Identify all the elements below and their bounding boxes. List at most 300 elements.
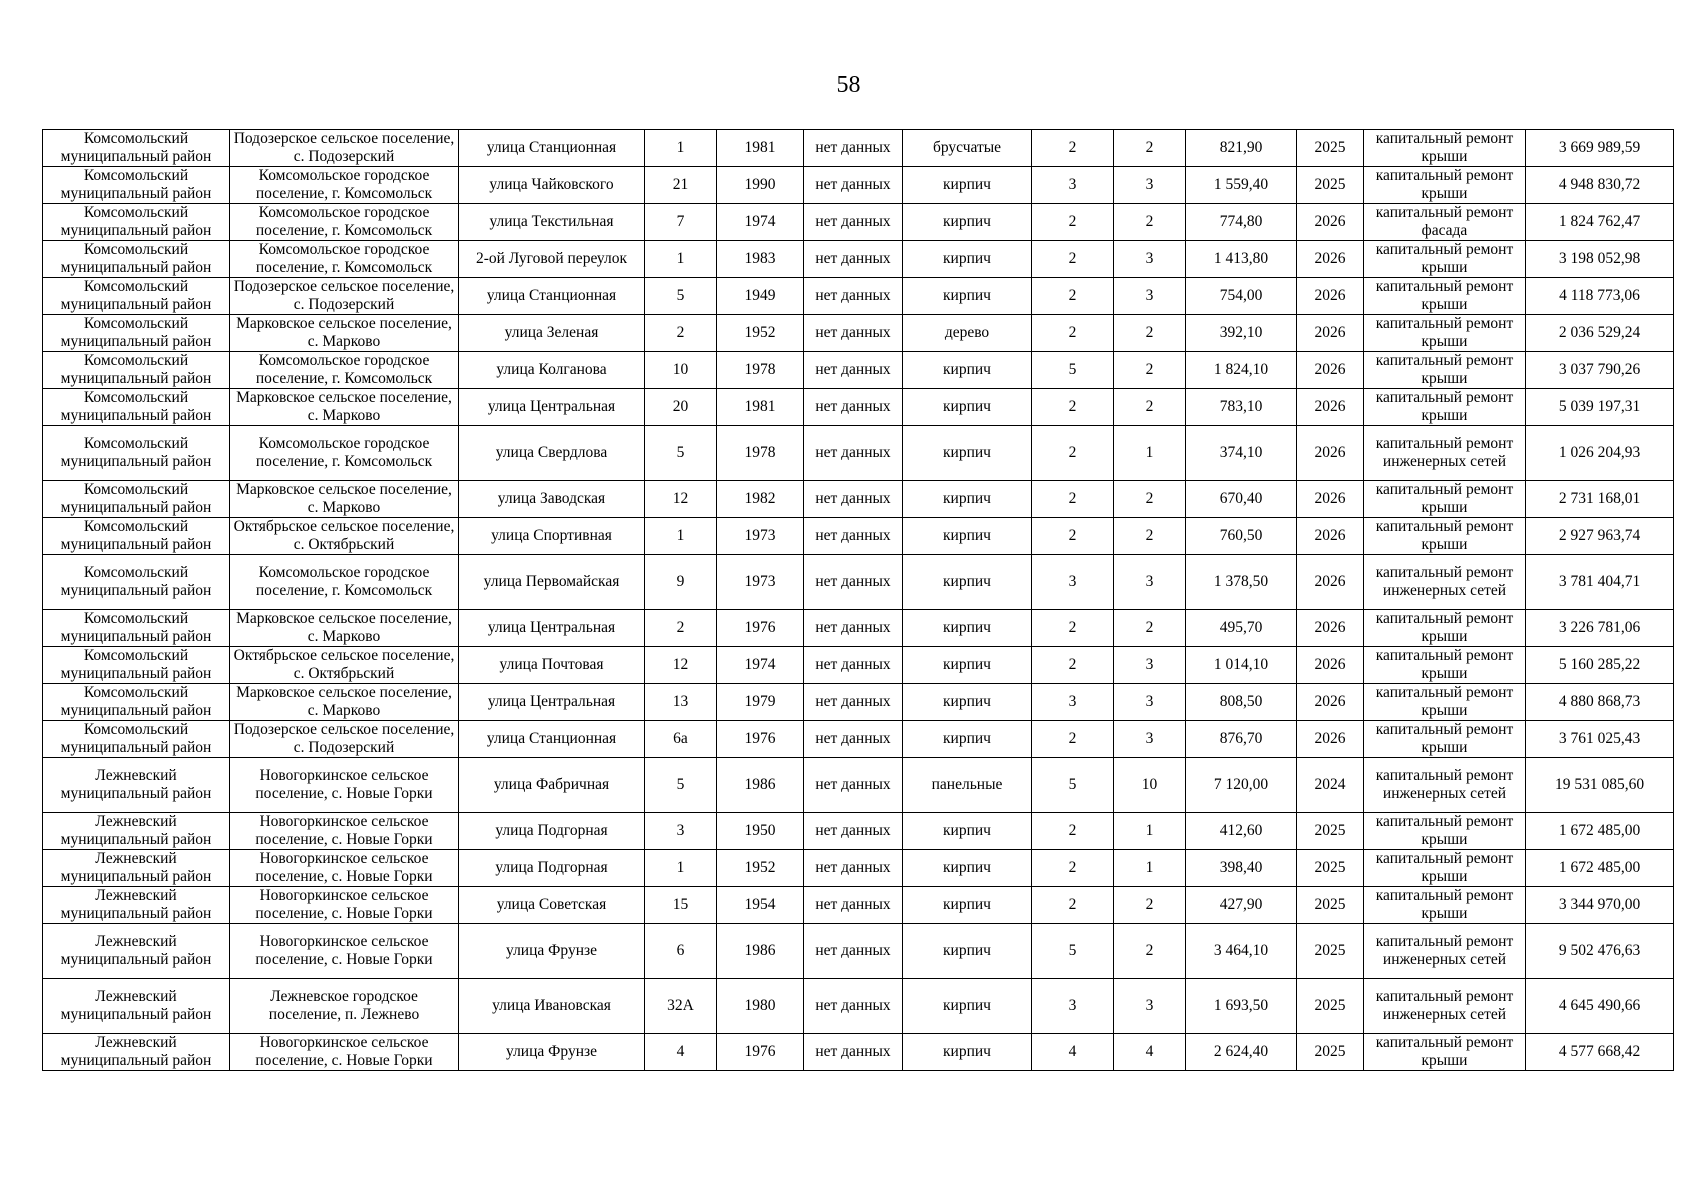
plan-year-cell: 2026 (1297, 352, 1364, 389)
entrances-cell: 1 (1114, 850, 1186, 887)
area-cell: 495,70 (1186, 610, 1297, 647)
street-cell: улица Ивановская (459, 979, 645, 1034)
cost-cell: 3 669 989,59 (1526, 130, 1674, 167)
build-year-cell: 1981 (717, 130, 804, 167)
work-type-cell: капитальный ремонт крыши (1364, 167, 1526, 204)
work-type-cell: капитальный ремонт крыши (1364, 647, 1526, 684)
wall-material-cell: кирпич (903, 813, 1032, 850)
wall-material-cell: кирпич (903, 241, 1032, 278)
work-type-cell: капитальный ремонт крыши (1364, 241, 1526, 278)
house-number-cell: 5 (645, 758, 717, 813)
entrances-cell: 2 (1114, 315, 1186, 352)
table-row (43, 389, 1674, 426)
house-number-cell: 12 (645, 647, 717, 684)
table-row (43, 758, 1674, 813)
settlement-cell: Подозерское сельское поселение, с. Подозерский (230, 278, 459, 315)
house-number-cell: 1 (645, 130, 717, 167)
house-number-cell: 1 (645, 850, 717, 887)
street-cell: улица Первомайская (459, 555, 645, 610)
settlement-cell: Марковское сельское поселение, с. Марково (230, 610, 459, 647)
entrances-cell: 2 (1114, 130, 1186, 167)
wall-material-cell: брусчатые (903, 130, 1032, 167)
house-number-cell: 6а (645, 721, 717, 758)
district-cell: Комсомольский муниципальный район (43, 352, 230, 389)
no-data-cell: нет данных (804, 647, 903, 684)
cost-cell: 9 502 476,63 (1526, 924, 1674, 979)
wall-material-cell: кирпич (903, 610, 1032, 647)
floors-cell: 2 (1032, 204, 1114, 241)
wall-material-cell: панельные (903, 758, 1032, 813)
cost-cell: 2 731 168,01 (1526, 481, 1674, 518)
district-cell: Комсомольский муниципальный район (43, 389, 230, 426)
table-row (43, 1034, 1674, 1071)
plan-year-cell: 2026 (1297, 278, 1364, 315)
street-cell: 2-ой Луговой переулок (459, 241, 645, 278)
district-cell: Комсомольский муниципальный район (43, 518, 230, 555)
no-data-cell: нет данных (804, 204, 903, 241)
entrances-cell: 2 (1114, 352, 1186, 389)
plan-year-cell: 2025 (1297, 1034, 1364, 1071)
settlement-cell: Комсомольское городское поселение, г. Комсомольск (230, 352, 459, 389)
table-row (43, 887, 1674, 924)
floors-cell: 5 (1032, 352, 1114, 389)
floors-cell: 2 (1032, 426, 1114, 481)
house-number-cell: 5 (645, 426, 717, 481)
build-year-cell: 1978 (717, 426, 804, 481)
work-type-cell: капитальный ремонт инженерных сетей (1364, 924, 1526, 979)
entrances-cell: 1 (1114, 813, 1186, 850)
no-data-cell: нет данных (804, 887, 903, 924)
entrances-cell: 2 (1114, 610, 1186, 647)
settlement-cell: Лежневское городское поселение, п. Лежнево (230, 979, 459, 1034)
settlement-cell: Новогоркинское сельское поселение, с. Новые Горки (230, 758, 459, 813)
cost-cell: 3 761 025,43 (1526, 721, 1674, 758)
wall-material-cell: кирпич (903, 887, 1032, 924)
table-row (43, 130, 1674, 167)
entrances-cell: 4 (1114, 1034, 1186, 1071)
wall-material-cell: кирпич (903, 647, 1032, 684)
settlement-cell: Подозерское сельское поселение, с. Подозерский (230, 130, 459, 167)
build-year-cell: 1976 (717, 721, 804, 758)
build-year-cell: 1990 (717, 167, 804, 204)
no-data-cell: нет данных (804, 610, 903, 647)
street-cell: улица Центральная (459, 389, 645, 426)
area-cell: 1 413,80 (1186, 241, 1297, 278)
area-cell: 808,50 (1186, 684, 1297, 721)
district-cell: Комсомольский муниципальный район (43, 481, 230, 518)
work-type-cell: капитальный ремонт инженерных сетей (1364, 979, 1526, 1034)
district-cell: Комсомольский муниципальный район (43, 315, 230, 352)
build-year-cell: 1981 (717, 389, 804, 426)
cost-cell: 4 645 490,66 (1526, 979, 1674, 1034)
wall-material-cell: кирпич (903, 204, 1032, 241)
entrances-cell: 3 (1114, 278, 1186, 315)
floors-cell: 2 (1032, 278, 1114, 315)
plan-year-cell: 2026 (1297, 647, 1364, 684)
settlement-cell: Комсомольское городское поселение, г. Комсомольск (230, 241, 459, 278)
floors-cell: 2 (1032, 130, 1114, 167)
entrances-cell: 3 (1114, 647, 1186, 684)
floors-cell: 2 (1032, 850, 1114, 887)
street-cell: улица Заводская (459, 481, 645, 518)
house-number-cell: 20 (645, 389, 717, 426)
build-year-cell: 1974 (717, 204, 804, 241)
page-number: 58 (836, 72, 861, 98)
district-cell: Комсомольский муниципальный район (43, 555, 230, 610)
house-number-cell: 4 (645, 1034, 717, 1071)
settlement-cell: Подозерское сельское поселение, с. Подозерский (230, 721, 459, 758)
district-cell: Лежневский муниципальный район (43, 758, 230, 813)
area-cell: 412,60 (1186, 813, 1297, 850)
district-cell: Комсомольский муниципальный район (43, 241, 230, 278)
entrances-cell: 2 (1114, 887, 1186, 924)
no-data-cell: нет данных (804, 850, 903, 887)
district-cell: Лежневский муниципальный район (43, 979, 230, 1034)
cost-cell: 5 039 197,31 (1526, 389, 1674, 426)
no-data-cell: нет данных (804, 130, 903, 167)
work-type-cell: капитальный ремонт крыши (1364, 352, 1526, 389)
cost-cell: 3 226 781,06 (1526, 610, 1674, 647)
cost-cell: 4 118 773,06 (1526, 278, 1674, 315)
no-data-cell: нет данных (804, 518, 903, 555)
house-number-cell: 10 (645, 352, 717, 389)
work-type-cell: капитальный ремонт крыши (1364, 278, 1526, 315)
work-type-cell: капитальный ремонт инженерных сетей (1364, 426, 1526, 481)
table-row (43, 278, 1674, 315)
street-cell: улица Станционная (459, 130, 645, 167)
plan-year-cell: 2025 (1297, 887, 1364, 924)
plan-year-cell: 2026 (1297, 721, 1364, 758)
house-number-cell: 3 (645, 813, 717, 850)
district-cell: Лежневский муниципальный район (43, 924, 230, 979)
no-data-cell: нет данных (804, 241, 903, 278)
street-cell: улица Колганова (459, 352, 645, 389)
area-cell: 1 559,40 (1186, 167, 1297, 204)
plan-year-cell: 2025 (1297, 167, 1364, 204)
cost-cell: 1 824 762,47 (1526, 204, 1674, 241)
district-cell: Комсомольский муниципальный район (43, 204, 230, 241)
area-cell: 760,50 (1186, 518, 1297, 555)
settlement-cell: Марковское сельское поселение, с. Марково (230, 315, 459, 352)
build-year-cell: 1954 (717, 887, 804, 924)
build-year-cell: 1952 (717, 315, 804, 352)
wall-material-cell: кирпич (903, 481, 1032, 518)
house-number-cell: 1 (645, 241, 717, 278)
district-cell: Лежневский муниципальный район (43, 1034, 230, 1071)
entrances-cell: 3 (1114, 684, 1186, 721)
street-cell: улица Станционная (459, 278, 645, 315)
entrances-cell: 2 (1114, 518, 1186, 555)
plan-year-cell: 2026 (1297, 204, 1364, 241)
build-year-cell: 1986 (717, 924, 804, 979)
no-data-cell: нет данных (804, 426, 903, 481)
plan-year-cell: 2026 (1297, 555, 1364, 610)
table-row (43, 167, 1674, 204)
street-cell: улица Зеленая (459, 315, 645, 352)
district-cell: Лежневский муниципальный район (43, 813, 230, 850)
house-number-cell: 21 (645, 167, 717, 204)
house-number-cell: 9 (645, 555, 717, 610)
plan-year-cell: 2026 (1297, 426, 1364, 481)
work-type-cell: капитальный ремонт крыши (1364, 887, 1526, 924)
street-cell: улица Центральная (459, 684, 645, 721)
plan-year-cell: 2026 (1297, 481, 1364, 518)
house-number-cell: 15 (645, 887, 717, 924)
entrances-cell: 1 (1114, 426, 1186, 481)
house-number-cell: 2 (645, 315, 717, 352)
entrances-cell: 2 (1114, 924, 1186, 979)
street-cell: улица Центральная (459, 610, 645, 647)
entrances-cell: 3 (1114, 241, 1186, 278)
build-year-cell: 1979 (717, 684, 804, 721)
wall-material-cell: кирпич (903, 979, 1032, 1034)
table-row (43, 426, 1674, 481)
cost-cell: 2 927 963,74 (1526, 518, 1674, 555)
settlement-cell: Новогоркинское сельское поселение, с. Новые Горки (230, 887, 459, 924)
floors-cell: 4 (1032, 1034, 1114, 1071)
build-year-cell: 1974 (717, 647, 804, 684)
area-cell: 374,10 (1186, 426, 1297, 481)
wall-material-cell: кирпич (903, 278, 1032, 315)
plan-year-cell: 2026 (1297, 315, 1364, 352)
street-cell: улица Фрунзе (459, 924, 645, 979)
table-row (43, 555, 1674, 610)
floors-cell: 2 (1032, 887, 1114, 924)
plan-year-cell: 2026 (1297, 389, 1364, 426)
no-data-cell: нет данных (804, 1034, 903, 1071)
no-data-cell: нет данных (804, 684, 903, 721)
area-cell: 821,90 (1186, 130, 1297, 167)
settlement-cell: Марковское сельское поселение, с. Марково (230, 389, 459, 426)
no-data-cell: нет данных (804, 813, 903, 850)
work-type-cell: капитальный ремонт инженерных сетей (1364, 555, 1526, 610)
settlement-cell: Комсомольское городское поселение, г. Комсомольск (230, 204, 459, 241)
work-type-cell: капитальный ремонт крыши (1364, 518, 1526, 555)
work-type-cell: капитальный ремонт крыши (1364, 610, 1526, 647)
settlement-cell: Комсомольское городское поселение, г. Комсомольск (230, 426, 459, 481)
table-row (43, 315, 1674, 352)
work-type-cell: капитальный ремонт крыши (1364, 721, 1526, 758)
plan-year-cell: 2025 (1297, 924, 1364, 979)
district-cell: Комсомольский муниципальный район (43, 278, 230, 315)
build-year-cell: 1973 (717, 555, 804, 610)
cost-cell: 2 036 529,24 (1526, 315, 1674, 352)
floors-cell: 2 (1032, 241, 1114, 278)
floors-cell: 2 (1032, 389, 1114, 426)
floors-cell: 5 (1032, 758, 1114, 813)
district-cell: Комсомольский муниципальный район (43, 130, 230, 167)
floors-cell: 2 (1032, 647, 1114, 684)
street-cell: улица Фрунзе (459, 1034, 645, 1071)
settlement-cell: Новогоркинское сельское поселение, с. Новые Горки (230, 1034, 459, 1071)
cost-cell: 4 880 868,73 (1526, 684, 1674, 721)
table-row (43, 924, 1674, 979)
work-type-cell: капитальный ремонт крыши (1364, 813, 1526, 850)
entrances-cell: 2 (1114, 481, 1186, 518)
housing-repair-table (42, 129, 1674, 1071)
area-cell: 1 824,10 (1186, 352, 1297, 389)
build-year-cell: 1986 (717, 758, 804, 813)
cost-cell: 4 577 668,42 (1526, 1034, 1674, 1071)
floors-cell: 2 (1032, 721, 1114, 758)
settlement-cell: Марковское сельское поселение, с. Марково (230, 684, 459, 721)
street-cell: улица Станционная (459, 721, 645, 758)
wall-material-cell: кирпич (903, 389, 1032, 426)
entrances-cell: 3 (1114, 721, 1186, 758)
build-year-cell: 1973 (717, 518, 804, 555)
entrances-cell: 3 (1114, 167, 1186, 204)
district-cell: Комсомольский муниципальный район (43, 426, 230, 481)
plan-year-cell: 2024 (1297, 758, 1364, 813)
cost-cell: 3 037 790,26 (1526, 352, 1674, 389)
wall-material-cell: кирпич (903, 1034, 1032, 1071)
settlement-cell: Комсомольское городское поселение, г. Комсомольск (230, 555, 459, 610)
table-row (43, 204, 1674, 241)
plan-year-cell: 2026 (1297, 684, 1364, 721)
cost-cell: 19 531 085,60 (1526, 758, 1674, 813)
work-type-cell: капитальный ремонт крыши (1364, 130, 1526, 167)
cost-cell: 5 160 285,22 (1526, 647, 1674, 684)
plan-year-cell: 2025 (1297, 813, 1364, 850)
build-year-cell: 1983 (717, 241, 804, 278)
area-cell: 754,00 (1186, 278, 1297, 315)
street-cell: улица Фабричная (459, 758, 645, 813)
floors-cell: 3 (1032, 555, 1114, 610)
area-cell: 876,70 (1186, 721, 1297, 758)
floors-cell: 2 (1032, 518, 1114, 555)
work-type-cell: капитальный ремонт крыши (1364, 481, 1526, 518)
area-cell: 392,10 (1186, 315, 1297, 352)
work-type-cell: капитальный ремонт крыши (1364, 1034, 1526, 1071)
build-year-cell: 1950 (717, 813, 804, 850)
street-cell: улица Свердлова (459, 426, 645, 481)
wall-material-cell: кирпич (903, 721, 1032, 758)
plan-year-cell: 2025 (1297, 979, 1364, 1034)
settlement-cell: Октябрьское сельское поселение, с. Октябрьский (230, 518, 459, 555)
street-cell: улица Почтовая (459, 647, 645, 684)
wall-material-cell: кирпич (903, 167, 1032, 204)
district-cell: Комсомольский муниципальный район (43, 684, 230, 721)
house-number-cell: 7 (645, 204, 717, 241)
wall-material-cell: дерево (903, 315, 1032, 352)
settlement-cell: Октябрьское сельское поселение, с. Октябрьский (230, 647, 459, 684)
plan-year-cell: 2026 (1297, 610, 1364, 647)
cost-cell: 3 344 970,00 (1526, 887, 1674, 924)
entrances-cell: 2 (1114, 204, 1186, 241)
street-cell: улица Спортивная (459, 518, 645, 555)
entrances-cell: 3 (1114, 979, 1186, 1034)
table-row (43, 241, 1674, 278)
wall-material-cell: кирпич (903, 924, 1032, 979)
settlement-cell: Новогоркинское сельское поселение, с. Новые Горки (230, 813, 459, 850)
wall-material-cell: кирпич (903, 850, 1032, 887)
cost-cell: 1 672 485,00 (1526, 850, 1674, 887)
area-cell: 783,10 (1186, 389, 1297, 426)
work-type-cell: капитальный ремонт крыши (1364, 684, 1526, 721)
build-year-cell: 1952 (717, 850, 804, 887)
area-cell: 1 693,50 (1186, 979, 1297, 1034)
plan-year-cell: 2025 (1297, 130, 1364, 167)
street-cell: улица Текстильная (459, 204, 645, 241)
area-cell: 398,40 (1186, 850, 1297, 887)
build-year-cell: 1976 (717, 610, 804, 647)
district-cell: Лежневский муниципальный район (43, 887, 230, 924)
district-cell: Комсомольский муниципальный район (43, 721, 230, 758)
work-type-cell: капитальный ремонт крыши (1364, 315, 1526, 352)
wall-material-cell: кирпич (903, 684, 1032, 721)
build-year-cell: 1982 (717, 481, 804, 518)
no-data-cell: нет данных (804, 315, 903, 352)
no-data-cell: нет данных (804, 352, 903, 389)
district-cell: Комсомольский муниципальный район (43, 647, 230, 684)
house-number-cell: 6 (645, 924, 717, 979)
plan-year-cell: 2026 (1297, 241, 1364, 278)
floors-cell: 2 (1032, 813, 1114, 850)
district-cell: Комсомольский муниципальный район (43, 610, 230, 647)
entrances-cell: 2 (1114, 389, 1186, 426)
area-cell: 3 464,10 (1186, 924, 1297, 979)
table-row (43, 352, 1674, 389)
work-type-cell: капитальный ремонт крыши (1364, 389, 1526, 426)
no-data-cell: нет данных (804, 278, 903, 315)
table-row (43, 684, 1674, 721)
house-number-cell: 5 (645, 278, 717, 315)
settlement-cell: Комсомольское городское поселение, г. Комсомольск (230, 167, 459, 204)
floors-cell: 3 (1032, 167, 1114, 204)
cost-cell: 1 026 204,93 (1526, 426, 1674, 481)
floors-cell: 2 (1032, 481, 1114, 518)
no-data-cell: нет данных (804, 758, 903, 813)
table-row (43, 481, 1674, 518)
street-cell: улица Подгорная (459, 850, 645, 887)
street-cell: улица Чайковского (459, 167, 645, 204)
table-row (43, 721, 1674, 758)
wall-material-cell: кирпич (903, 518, 1032, 555)
house-number-cell: 13 (645, 684, 717, 721)
table-row (43, 518, 1674, 555)
wall-material-cell: кирпич (903, 555, 1032, 610)
area-cell: 7 120,00 (1186, 758, 1297, 813)
street-cell: улица Советская (459, 887, 645, 924)
build-year-cell: 1980 (717, 979, 804, 1034)
street-cell: улица Подгорная (459, 813, 645, 850)
floors-cell: 3 (1032, 684, 1114, 721)
no-data-cell: нет данных (804, 721, 903, 758)
no-data-cell: нет данных (804, 924, 903, 979)
build-year-cell: 1949 (717, 278, 804, 315)
entrances-cell: 3 (1114, 555, 1186, 610)
area-cell: 427,90 (1186, 887, 1297, 924)
cost-cell: 3 198 052,98 (1526, 241, 1674, 278)
house-number-cell: 1 (645, 518, 717, 555)
table-row (43, 610, 1674, 647)
house-number-cell: 2 (645, 610, 717, 647)
no-data-cell: нет данных (804, 167, 903, 204)
district-cell: Комсомольский муниципальный район (43, 167, 230, 204)
build-year-cell: 1978 (717, 352, 804, 389)
settlement-cell: Марковское сельское поселение, с. Марково (230, 481, 459, 518)
entrances-cell: 10 (1114, 758, 1186, 813)
floors-cell: 2 (1032, 315, 1114, 352)
plan-year-cell: 2025 (1297, 850, 1364, 887)
area-cell: 1 378,50 (1186, 555, 1297, 610)
table-row (43, 813, 1674, 850)
build-year-cell: 1976 (717, 1034, 804, 1071)
work-type-cell: капитальный ремонт фасада (1364, 204, 1526, 241)
floors-cell: 5 (1032, 924, 1114, 979)
district-cell: Лежневский муниципальный район (43, 850, 230, 887)
area-cell: 2 624,40 (1186, 1034, 1297, 1071)
